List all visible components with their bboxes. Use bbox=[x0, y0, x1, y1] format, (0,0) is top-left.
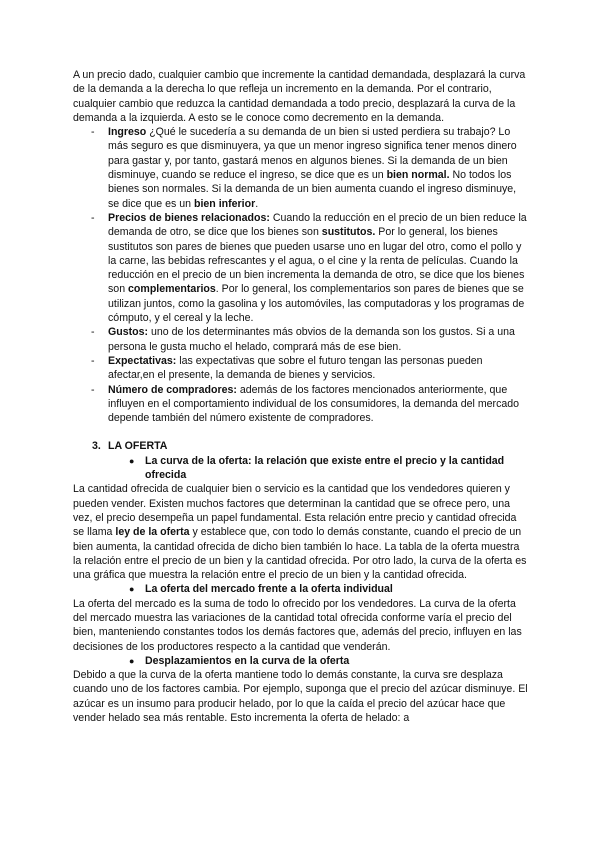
factor-related-prices-heading: Precios de bienes relacionados: bbox=[108, 211, 270, 224]
section-number: 3. bbox=[92, 440, 101, 453]
bullet-icon: ● bbox=[129, 584, 135, 595]
paragraph-market-supply: La oferta del mercado es la suma de todo lo ofrecido por los vendedores. La curva de la oferta del mercado muestra las variaciones de la cantidad total ofrecida conforme varía el precio del bien, manteniendo constantes todos los demás factores que, además del precio, influyen en las decisiones de los productores respecto a la cantidad que venderán. bbox=[73, 597, 522, 653]
subsection-heading-supply-shifts: ● Desplazamientos en la curva de la oferta bbox=[129, 654, 350, 667]
subsection-heading-market-supply: ● La oferta del mercado frente a la oferta individual bbox=[129, 583, 393, 596]
document-page bbox=[73, 68, 528, 725]
demand-factors-list bbox=[73, 125, 528, 425]
intro-paragraph: A un precio dado, cualquier cambio que incremente la cantidad demandada, desplazará la curva de la demanda a la derecha lo que refleja un incremento en la demanda. Por el contrario, cualquier cambio que reduzca la cantidad demandada a todo precio, desplazará la curva de la demanda a la izquierda. A esto se le conoce como decremento en la demanda. bbox=[73, 69, 526, 124]
section-title: LA OFERTA bbox=[108, 440, 168, 453]
bullet-icon: ● bbox=[129, 655, 135, 666]
factor-buyers-heading: Número de compradores: bbox=[108, 383, 237, 396]
paragraph-supply-curve: La cantidad ofrecida de cualquier bien o servicio es la cantidad que los vendedores quieren y pueden vender. Existen muchos factores que determinan la cantidad que se ofrece pero, una vez, el precio desempeña un papel fundamental. Esta relación entre precio y cantidad ofrecida se llama ley de la oferta y establece que, con todo lo demás constante, cuando el precio de un bien aumenta, la cantidad ofrecida de dicho bien también lo hace. La tabla de la oferta muestra la relación entre el precio de un bien y la cantidad ofrecida. Por otro lado, la curva de la oferta es una gráfica que muestra la relación entre el precio de un bien y la cantidad ofrecida. bbox=[73, 483, 527, 582]
factor-related-prices: - Precios de bienes relacionados: Cuando la reducción en el precio de un bien reduce la demanda de otro, se dice que los bienes son sustitutos. Por lo general, los bienes sustitutos son pares de bienes que pueden usarse uno en lugar del otro, como el pollo y la carne, las bebidas refrescantes y el agua, o el cine y la renta de películas. Cuando la reducción en el precio de un bien incrementa la demanda de otro, se dice que los bienes son complementarios. Por lo general, los complementarios son pares de bienes que se utilizan juntos, como la gasolina y los automóviles, las computadoras y los programas de cómputo, y el cereal y la leche. bbox=[73, 211, 528, 325]
subsection-heading-supply-curve: ● La curva de la oferta: la relación que existe entre el precio y la cantidad ofrecida bbox=[129, 454, 505, 482]
factor-income-heading: Ingreso bbox=[108, 126, 147, 139]
bullet-icon: ● bbox=[129, 455, 135, 466]
factor-expectations-heading: Expectativas: bbox=[108, 354, 177, 367]
factor-tastes-heading: Gustos: bbox=[108, 326, 149, 339]
paragraph-supply-shifts: Debido a que la curva de la oferta mantiene todo lo demás constante, la curva sre desplaza cuando uno de los factores cambia. Por ejemplo, suponga que el precio del azúcar disminuye. El azúcar es un insumo para producir helado, por lo que la caída el precio del azúcar hace que vender helado sea más rentable. Esto incrementa la oferta de helado: a bbox=[73, 669, 528, 725]
section-heading bbox=[73, 439, 528, 453]
factor-number-of-buyers: - Número de compradores: además de los factores mencionados anteriormente, que influyen en el comportamiento individual de los consumidores, la demanda del mercado depende también del número existente de compradores. bbox=[73, 383, 528, 426]
factor-expectations: - Expectativas: las expectativas que sobre el futuro tengan las personas pueden afectar,en el presente, la demanda de bienes y servicios. bbox=[73, 354, 528, 383]
factor-income: - Ingreso ¿Qué le sucedería a su demanda de un bien si usted perdiera su trabajo? Lo más seguro es que disminuyera, ya que un menor ingreso significa tener menos dinero para gastar y, por tanto, gastará menos en algunos bienes. Si la demanda de un bien disminuye, cuando se reduce el ingreso, se dice que es un bien normal. No todos los bienes son normales. Si la demanda de un bien aumenta cuando el ingreso disminuye, se dice que es un bien inferior. bbox=[73, 125, 528, 211]
factor-tastes: - Gustos: uno de los determinantes más obvios de la demanda son los gustos. Si a una persona le gusta mucho el helado, comprará más de ese bien. bbox=[73, 325, 528, 354]
